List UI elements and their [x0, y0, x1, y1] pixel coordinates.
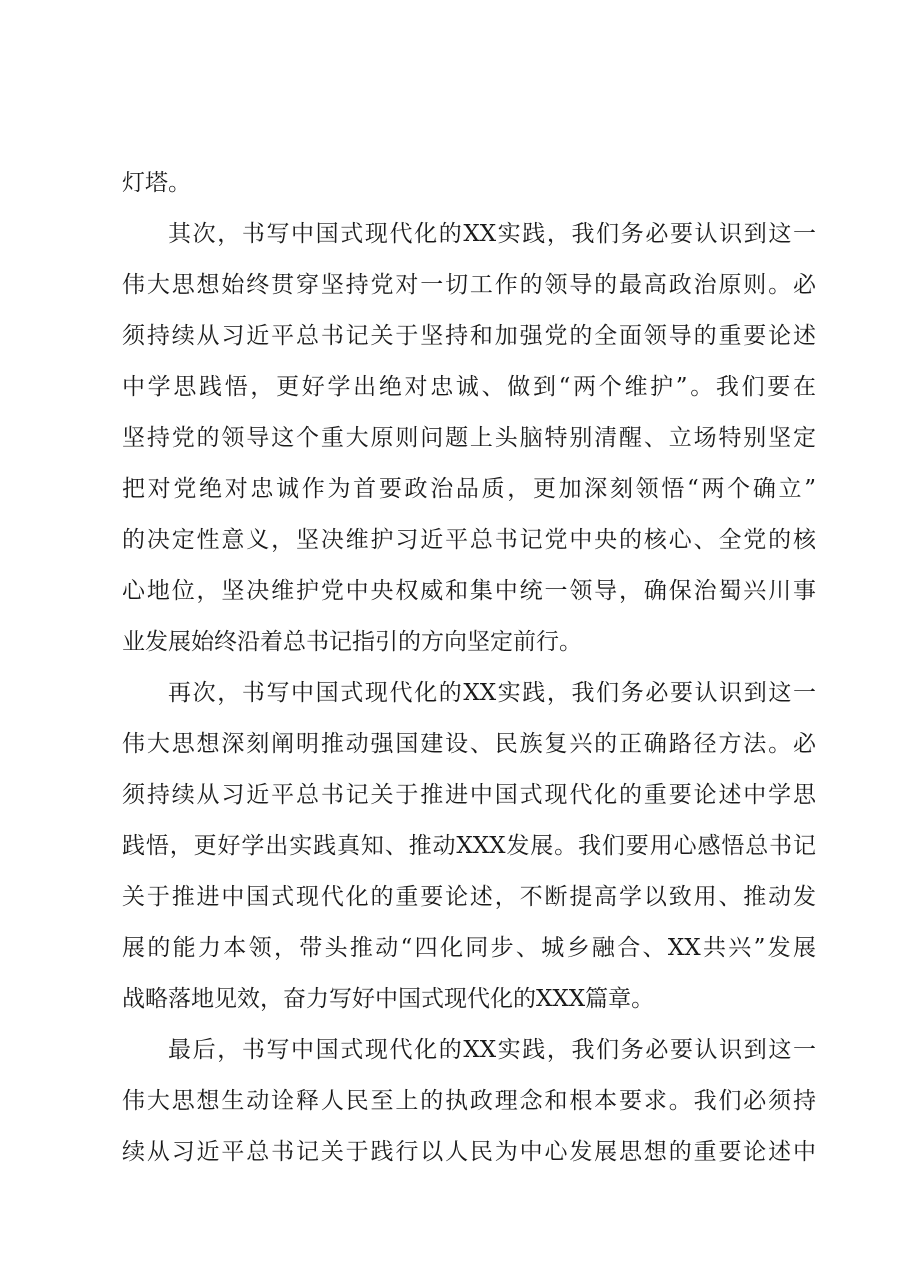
text-line: 把对党绝对忠诚作为首要政治品质，更加深刻领悟“两个确立” [122, 476, 816, 502]
text-line: 续从习近平总书记关于践行以人民为中心发展思想的重要论述中 [122, 1139, 816, 1165]
text-line: 坚持党的领导这个重大原则问题上头脑特别清醒、立场特别坚定 [122, 425, 816, 451]
text-line: 战略落地见效，奋力写好中国式现代化的XXX篇章。 [122, 986, 655, 1012]
text-line: 灯塔。 [122, 170, 191, 196]
paragraph-start-line: 其次，书写中国式现代化的XX实践，我们务必要认识到这一 [168, 221, 816, 247]
text-line: 伟大思想始终贯穿坚持党对一切工作的领导的最高政治原则。必 [122, 272, 816, 298]
text-line: 中学思践悟，更好学出绝对忠诚、做到“两个维护”。我们要在 [122, 374, 816, 400]
text-line: 须持续从习近平总书记关于坚持和加强党的全面领导的重要论述 [122, 323, 816, 349]
text-line: 践悟，更好学出实践真知、推动XXX发展。我们要用心感悟总书记 [122, 833, 816, 859]
paragraph-start-line: 最后，书写中国式现代化的XX实践，我们务必要认识到这一 [168, 1037, 816, 1063]
text-line: 伟大思想生动诠释人民至上的执政理念和根本要求。我们必须持 [122, 1088, 816, 1114]
text-line: 伟大思想深刻阐明推动强国建设、民族复兴的正确路径方法。必 [122, 731, 816, 757]
text-line: 的决定性意义，坚决维护习近平总书记党中央的核心、全党的核 [122, 527, 816, 553]
text-line: 业发展始终沿着总书记指引的方向坚定前行。 [122, 629, 582, 655]
text-line: 展的能力本领，带头推动“四化同步、城乡融合、XX共兴”发展 [122, 935, 816, 961]
text-line: 须持续从习近平总书记关于推进中国式现代化的重要论述中学思 [122, 782, 816, 808]
text-line: 心地位，坚决维护党中央权威和集中统一领导，确保治蜀兴川事 [122, 578, 816, 604]
text-line: 关于推进中国式现代化的重要论述，不断提高学以致用、推动发 [122, 884, 816, 910]
paragraph-start-line: 再次，书写中国式现代化的XX实践，我们务必要认识到这一 [168, 680, 816, 706]
